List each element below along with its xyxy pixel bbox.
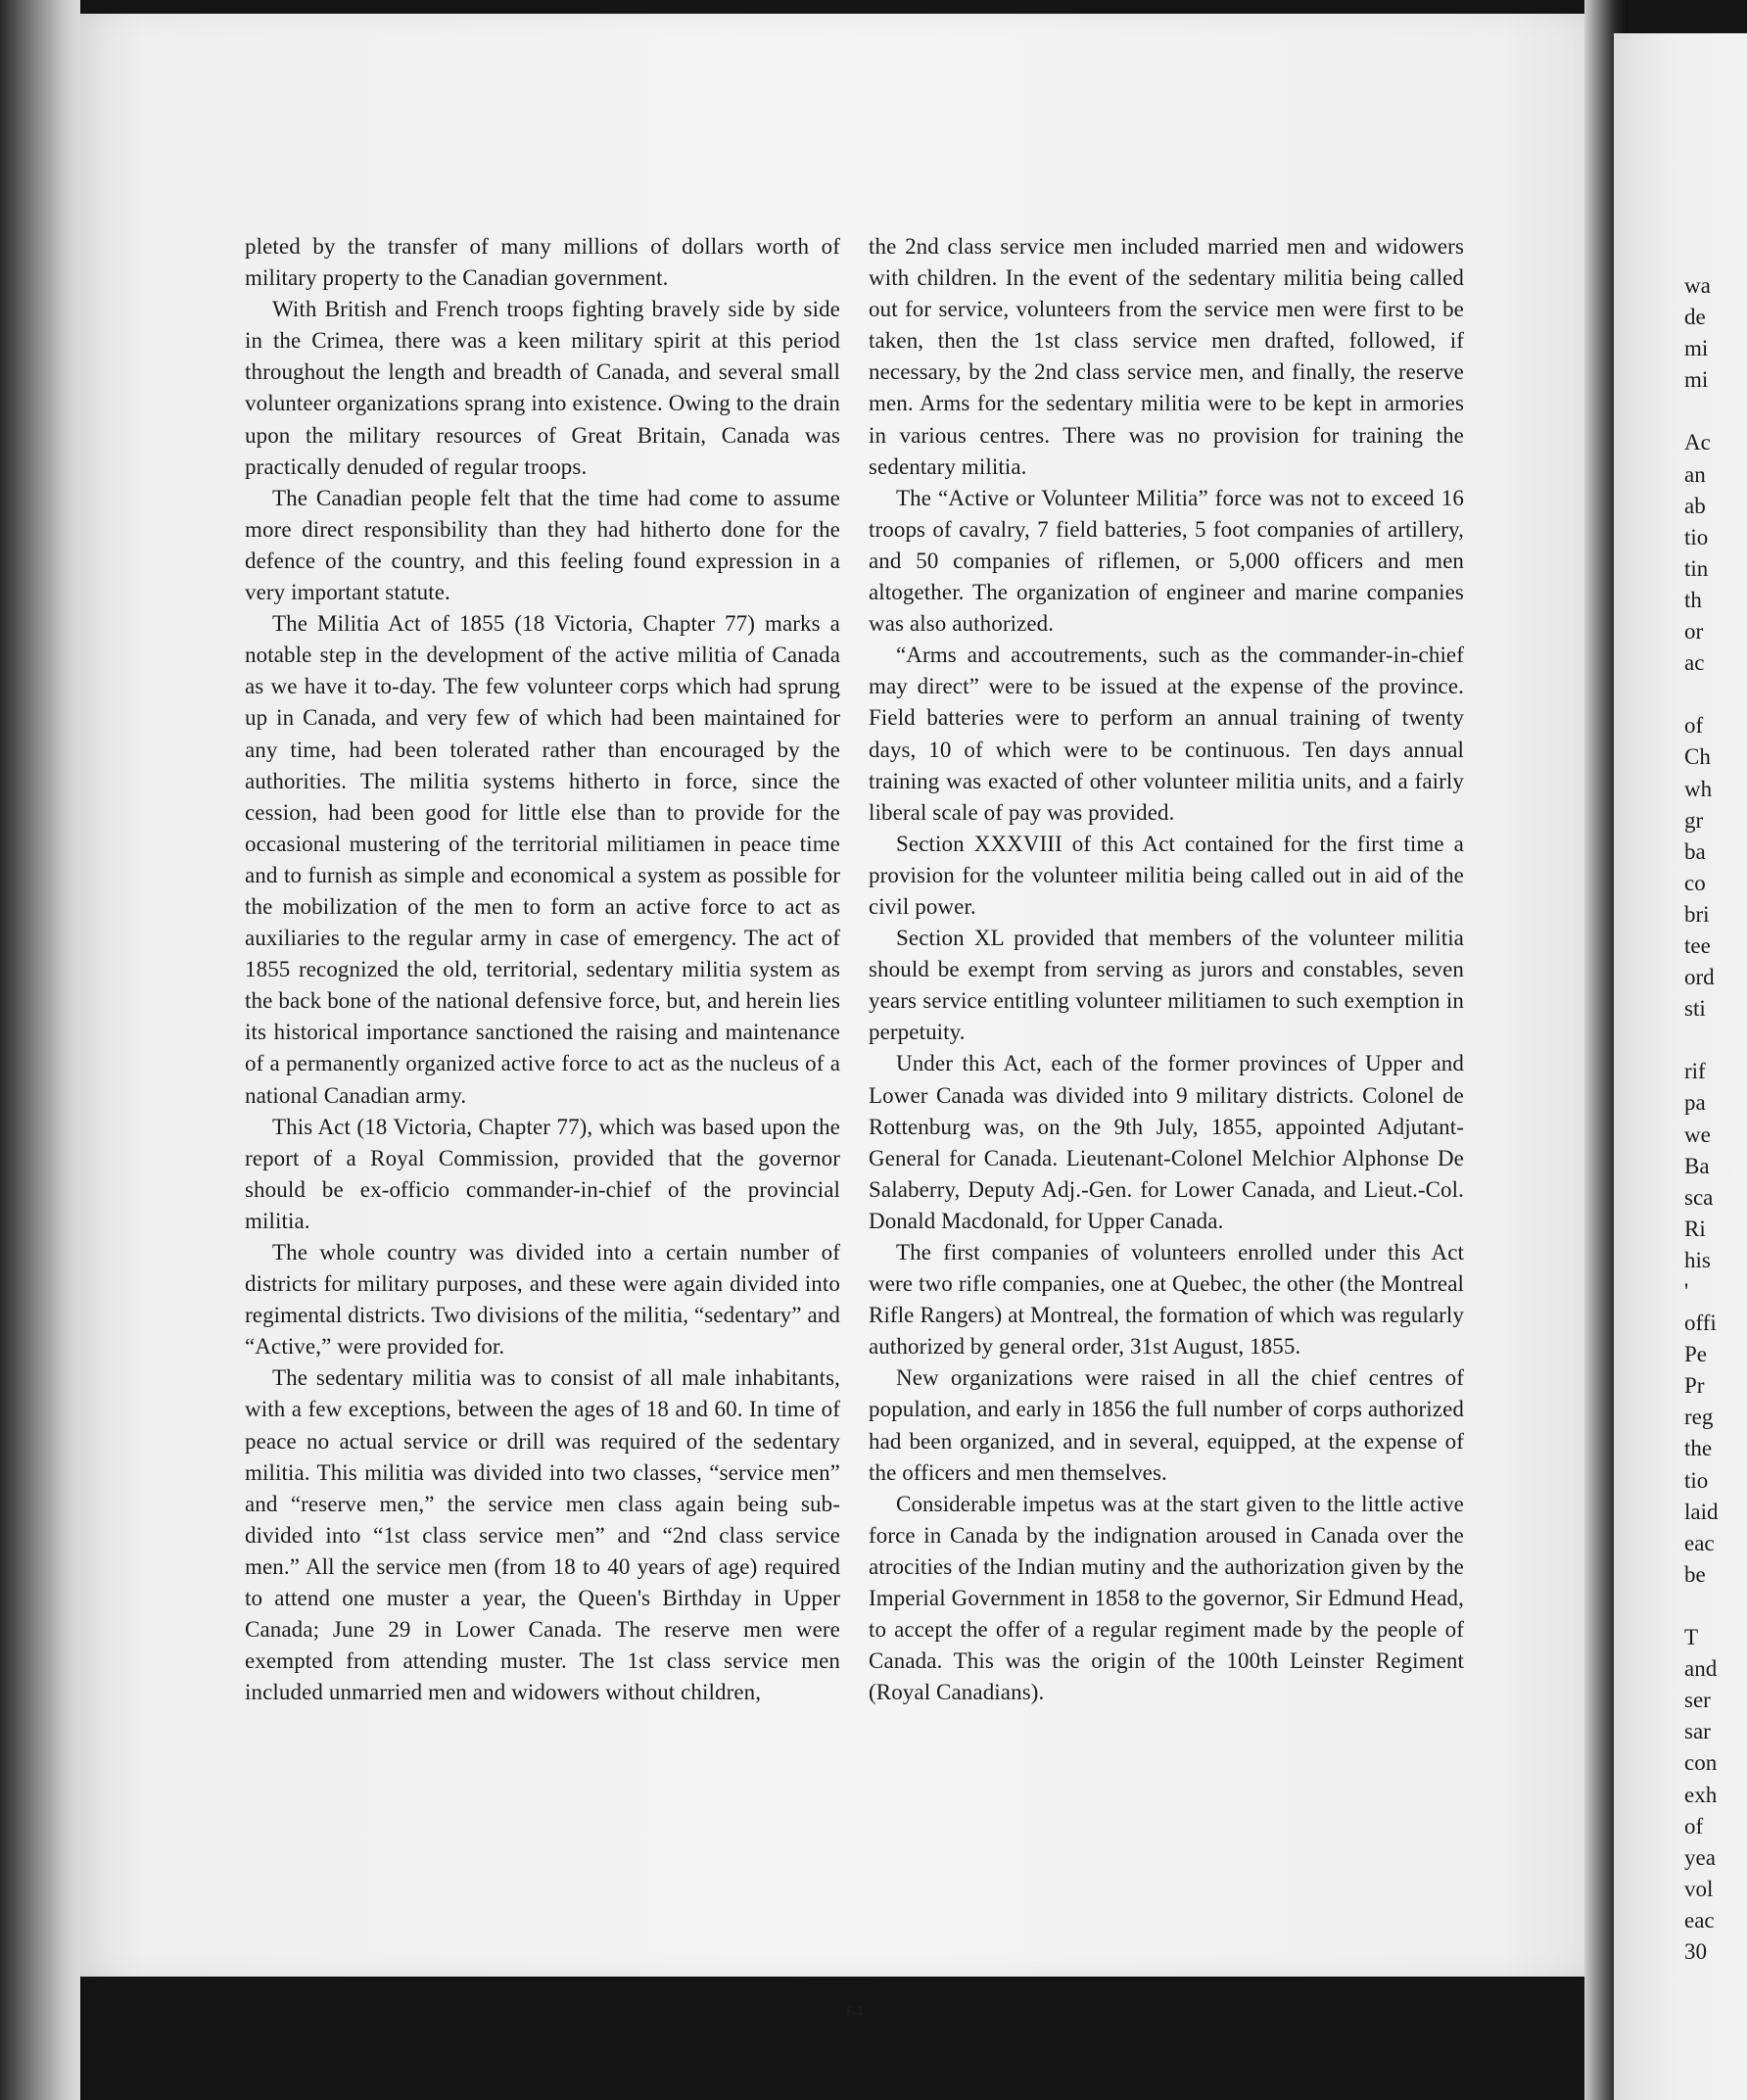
facing-page-fragment: wa xyxy=(1684,273,1711,298)
facing-page-fragment: Ba xyxy=(1684,1153,1710,1178)
text-column-right xyxy=(869,231,1464,1708)
page-number: 64 xyxy=(846,2002,864,2021)
paragraph: Under this Act, each of the former provinces of Upper and Lower Canada was divided into 9 military districts. Colonel de Rottenburg was, on the 9th July, 1855, appointed Adjutant-General for Canada. Lieutenant-Colonel Melchior Alphonse De Salaberry, Deputy Adj.-Gen. for Lower Canada, and Lieut.-Col. Donald Macdonald, for Upper Canada. xyxy=(869,1051,1464,1233)
facing-page-fragment: mi xyxy=(1684,367,1709,393)
facing-page-fragment: yea xyxy=(1684,1844,1716,1870)
paragraph: The whole country was divided into a certain number of districts for military purposes, and these were again divided into regimental districts. Two divisions of the militia, “sedentary” and “Active,” were provided for. xyxy=(245,1240,840,1360)
paragraph: With British and French troops fighting bravely side by side in the Crimea, there was a keen military spirit at this period throughout the length and breadth of Canada, and several small volunteer organizations sprang into existence. Owing to the drain upon the military resources of Great Britain, Canada was practically denuded of regular troops. xyxy=(245,297,840,479)
paragraph: This Act (18 Victoria, Chapter 77), which was based upon the report of a Royal Commission, provided that the governor should be ex-officio commander-in-chief of the provincial militia. xyxy=(245,1114,840,1233)
facing-page-fragment: tio xyxy=(1684,524,1709,549)
facing-page-fragment: Pe xyxy=(1684,1342,1707,1367)
facing-page-fragment xyxy=(1684,1025,1743,1056)
facing-page-fragment: offi xyxy=(1684,1311,1717,1336)
facing-page-fragment: tio xyxy=(1684,1467,1709,1493)
facing-page-fragment: ab xyxy=(1684,493,1706,518)
paragraph: Considerable impetus was at the start given to the little active force in Canada by the indignation aroused in Canada over the atrocities of the Indian mutiny and the authorization given by the Imperial Government in 1858 to the governor, Sir Edmund Head, to accept the offer of a regular regiment made by the people of Canada. This was the origin of the 100th Leinster Regiment (Royal Canadians). xyxy=(869,1491,1464,1705)
facing-page-fragment: reg xyxy=(1684,1405,1714,1430)
paragraph: The Canadian people felt that the time had come to assume more direct responsibility than they had hitherto done for the defence of the country, and this feeling found expression in a very important statute. xyxy=(245,485,840,605)
facing-page-fragment: wh xyxy=(1684,776,1713,801)
facing-page-fragment: Ri xyxy=(1684,1216,1706,1241)
paragraph: the 2nd class service men included married men and widowers with children. In the event of the sedentary militia being called out for service, volunteers from the service men were first to be taken, then the 1st class service men drafted, followed, if necessary, by the 2nd class service men, and finally, the reserve men. Arms for the sedentary militia were to be kept in armories in various centres. There was no provision for training the sedentary militia. xyxy=(869,234,1464,479)
facing-page-fragment: vol xyxy=(1684,1876,1714,1901)
text-column-left xyxy=(245,231,840,1708)
paragraph: “Arms and accoutrements, such as the commander-in-chief may direct” were to be issued at the expense of the province. Field batteries were to perform an annual training of twenty days, 10 of which were to be continuous. Ten days annual training was exacted of other volunteer militia units, and a fairly liberal scale of pay was provided. xyxy=(869,643,1464,825)
facing-page-fragment xyxy=(1684,679,1743,710)
facing-page-fragment: con xyxy=(1684,1750,1718,1776)
facing-page-text-fragments xyxy=(1684,270,1743,1968)
facing-page-fragment xyxy=(1684,1591,1743,1622)
facing-page-fragment: ' xyxy=(1684,1279,1689,1304)
facing-page-fragment: eac xyxy=(1684,1907,1715,1933)
facing-page-fragment: ord xyxy=(1684,965,1715,990)
facing-page-fragment: Pr xyxy=(1684,1373,1705,1399)
facing-page-fragment: Ch xyxy=(1684,744,1711,770)
paragraph: pleted by the transfer of many millions of dollars worth of military property to the Canadian government. xyxy=(245,234,840,291)
facing-page-fragment: de xyxy=(1684,305,1706,330)
book-spine-left xyxy=(0,0,80,2100)
facing-page-fragment: mi xyxy=(1684,336,1709,361)
facing-page-fragment: an xyxy=(1684,461,1706,487)
facing-page-fragment: th xyxy=(1684,587,1702,612)
facing-page-fragment: sca xyxy=(1684,1184,1714,1210)
facing-page-fragment: ser xyxy=(1684,1688,1711,1713)
facing-page-fragment: pa xyxy=(1684,1090,1706,1116)
paragraph: The “Active or Volunteer Militia” force was not to exceed 16 troops of cavalry, 7 field batteries, 5 foot companies of artillery, and 50 companies of riflemen, or 5,000 officers and men altogether. The organization of engineer and marine companies was also authorized. xyxy=(869,485,1464,637)
paragraph: Section XXXVIII of this Act contained for the first time a provision for the volunteer militia being called out in aid of the civil power. xyxy=(869,831,1464,919)
paragraph: New organizations were raised in all the chief centres of population, and early in 1856 the full number of corps authorized had been organized, and in several, equipped, at the expense of the officers and men themselves. xyxy=(869,1365,1464,1485)
facing-page-fragment: 30 xyxy=(1684,1938,1707,1964)
facing-page-fragment: exh xyxy=(1684,1782,1718,1807)
facing-page-fragment: co xyxy=(1684,870,1706,895)
paragraph: The Militia Act of 1855 (18 Victoria, Chapter 77) marks a notable step in the development of the active militia of Canada as we have it to-day. The few volunteer corps which had sprung up in Canada, and very few of which had been maintained for any time, had been tolerated rather than encouraged by the authorities. The militia systems hitherto in force, since the cession, had been good for little else than to provide for the occasional mustering of the territorial militiamen in peace time and to furnish as simple and economical a system as possible for the mobilization of the men to form an active force to act as auxiliaries to the regular army in case of emergency. The act of 1855 recognized the old, territorial, sedentary militia system as the back bone of the national defensive force, but, and herein lies its historical importance sanctioned the raising and maintenance of a permanently organized active force to act as the nucleus of a national Canadian army. xyxy=(245,611,840,1108)
facing-page-fragment: of xyxy=(1684,1813,1704,1838)
facing-page-fragment: rif xyxy=(1684,1059,1706,1084)
facing-page-fragment: tin xyxy=(1684,555,1709,581)
facing-page-fragment: eac xyxy=(1684,1530,1715,1555)
facing-page-fragment: of xyxy=(1684,713,1704,739)
facing-page-fragment: T xyxy=(1684,1625,1699,1650)
facing-page-fragment: his xyxy=(1684,1247,1711,1272)
facing-page-fragment: ba xyxy=(1684,838,1706,864)
facing-page-fragment: or xyxy=(1684,619,1704,644)
facing-page-fragment: ac xyxy=(1684,650,1705,676)
facing-page-fragment xyxy=(1684,396,1743,427)
facing-page-fragment: we xyxy=(1684,1122,1711,1147)
facing-page-fragment: sar xyxy=(1684,1719,1711,1744)
facing-page-fragment: the xyxy=(1684,1436,1713,1461)
facing-page-fragment: bri xyxy=(1684,901,1710,927)
paragraph: The sedentary militia was to consist of all male inhabitants, with a few exceptions, between the ages of 18 and 60. In time of peace no actual service or drill was required of the sedentary militia. This militia was divided into two classes, “service men” and “reserve men,” the service men class again being sub-divided into “1st class service men” and “2nd class service men.” All the service men (from 18 to 40 years of age) required to attend one muster a year, the Queen's Birthday in Upper Canada; June 29 in Lower Canada. The reserve men were exempted from attending muster. The 1st class service men included unmarried men and widowers without children, xyxy=(245,1365,840,1705)
facing-page-fragment: tee xyxy=(1684,932,1711,958)
facing-page-fragment: be xyxy=(1684,1561,1706,1587)
facing-page-fragment: Ac xyxy=(1684,430,1711,455)
facing-page-fragment: sti xyxy=(1684,996,1706,1022)
facing-page-fragment: and xyxy=(1684,1656,1718,1682)
paragraph: The first companies of volunteers enrolled under this Act were two rifle companies, one at Quebec, the other (the Montreal Rifle Rangers) at Montreal, the formation of which was regularly authorized by general order, 31st August, 1855. xyxy=(869,1240,1464,1360)
facing-page-fragment: laid xyxy=(1684,1499,1719,1524)
paragraph: Section XL provided that members of the volunteer militia should be exempt from serving as jurors and constables, seven years service entitling volunteer militiamen to such exemption in perpetuity. xyxy=(869,926,1464,1045)
facing-page-fragment: gr xyxy=(1684,807,1704,833)
